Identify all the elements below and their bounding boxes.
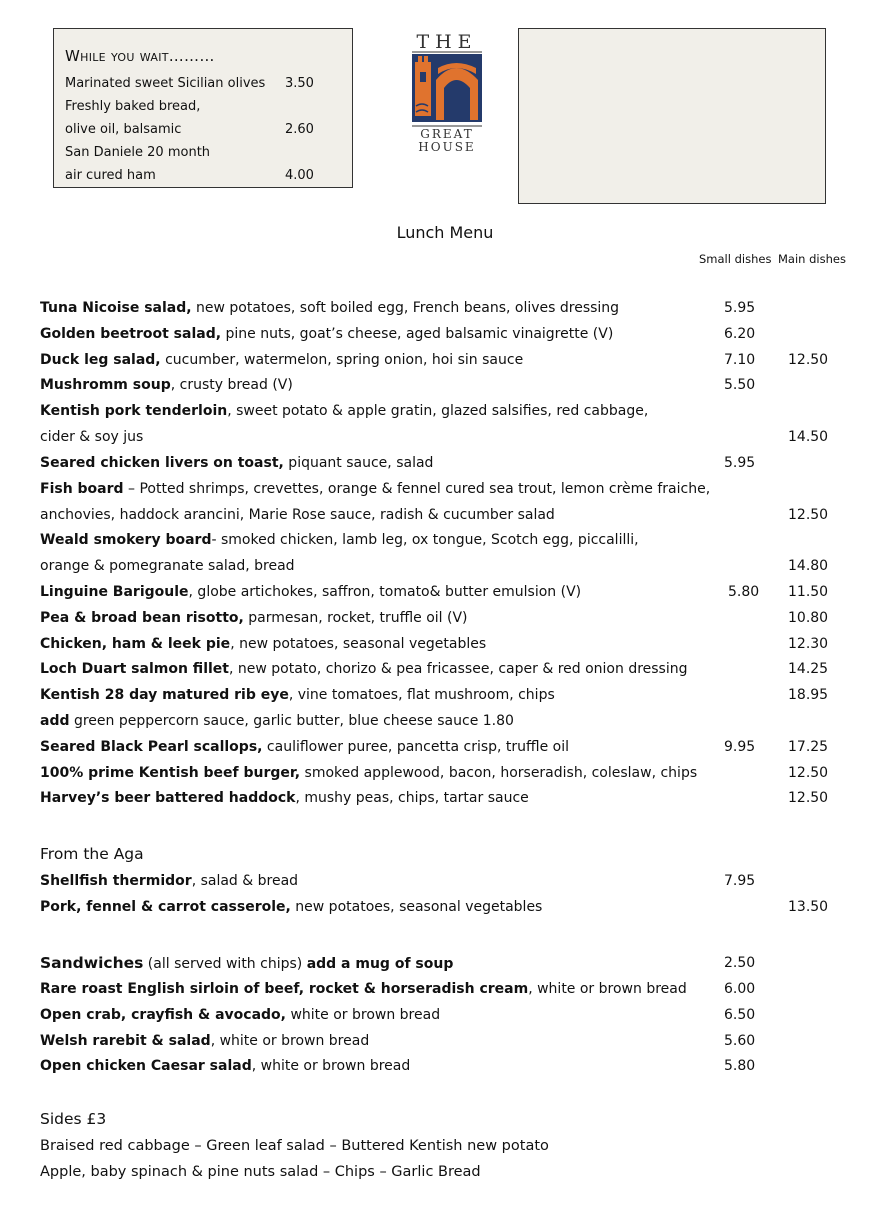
dish-name: Kentish pork tenderloin (40, 403, 228, 419)
dish-name: Fish board (40, 481, 124, 497)
wait-price-olives: 3.50 (285, 76, 314, 91)
wait-item-bread-line2: olive oil, balsamic (65, 122, 182, 137)
sandwich-row (40, 1058, 410, 1074)
menu-title: Lunch Menu (396, 223, 494, 242)
dish-desc: piquant sauce, salad (283, 455, 434, 471)
dish-row (40, 687, 555, 703)
dish-row (40, 455, 433, 471)
dish-row (40, 403, 648, 419)
dish-row-cont: cider & soy jus (40, 429, 144, 445)
dish-name: Seared chicken livers on toast, (40, 455, 284, 471)
dish-row-cont: orange & pomegranate salad, bread (40, 558, 295, 574)
aga-price-small: 7.95 (724, 873, 756, 889)
dish-price-main: 10.80 (788, 610, 829, 626)
dish-price-main: 18.95 (788, 687, 829, 703)
dish-desc: , mushy peas, chips, tartar sauce (295, 790, 529, 806)
dish-desc: , vine tomatoes, flat mushroom, chips (288, 687, 555, 703)
dish-desc: new potatoes, seasonal vegetables (290, 899, 543, 915)
dish-row (40, 739, 569, 755)
dish-desc: – Potted shrimps, crevettes, orange & fennel cured sea trout, lemon crème fraiche, (123, 481, 711, 497)
dish-row (40, 790, 529, 806)
dish-price-small: 5.80 (728, 584, 760, 600)
dish-price-small: 5.50 (724, 377, 756, 393)
dish-desc: pine nuts, goat’s cheese, aged balsamic vinaigrette (V) (221, 326, 614, 342)
dish-price-main: 12.50 (788, 790, 829, 806)
blank-panel (518, 28, 826, 204)
aga-row (40, 899, 542, 915)
sides-line-1: Braised red cabbage – Green leaf salad – Buttered Kentish new potato (40, 1138, 549, 1154)
dish-desc: , new potato, chorizo & pea fricassee, caper & red onion dressing (228, 661, 688, 677)
dish-price-small: 5.95 (724, 300, 756, 316)
dish-row (40, 352, 523, 368)
sandwich-desc: , white or brown bread (210, 1033, 370, 1049)
sandwich-desc: white or brown bread (286, 1007, 441, 1023)
dish-desc: cauliflower puree, pancetta crisp, truffle oil (262, 739, 569, 755)
logo-top-text: THE (416, 31, 478, 53)
wait-price-bread: 2.60 (285, 122, 314, 137)
column-head-main: Main dishes (778, 252, 846, 266)
dish-price-main: 12.30 (788, 636, 829, 652)
dish-desc: new potatoes, soft boiled egg, French beans, olives dressing (191, 300, 620, 316)
sandwich-desc: , white or brown bread (251, 1058, 411, 1074)
dish-desc: , salad & bread (191, 873, 299, 889)
dish-name: Seared Black Pearl scallops, (40, 739, 263, 755)
dish-row (40, 377, 293, 393)
dish-row (40, 610, 468, 626)
dish-row (40, 765, 697, 781)
dish-row (40, 300, 619, 316)
sandwiches-soup-price: 2.50 (724, 955, 756, 971)
dish-name: Weald smokery board (40, 532, 212, 548)
while-you-wait-box (53, 28, 353, 188)
wait-item-bread: Freshly baked bread, (65, 99, 201, 114)
dish-desc: parmesan, rocket, truffle oil (V) (243, 610, 468, 626)
dish-price-small: 9.95 (724, 739, 756, 755)
dish-price-main: 17.25 (788, 739, 829, 755)
wait-item-olives: Marinated sweet Sicilian olives (65, 76, 266, 91)
dish-price-small: 7.10 (724, 352, 756, 368)
sandwich-price: 5.60 (724, 1033, 756, 1049)
dish-name: Tuna Nicoise salad, (40, 300, 192, 316)
dish-name: Shellfish thermidor (40, 873, 192, 889)
sandwich-name: Rare roast English sirloin of beef, rocket & horseradish cream (40, 981, 529, 997)
dish-name: Golden beetroot salad, (40, 326, 222, 342)
sandwich-desc: , white or brown bread (528, 981, 687, 997)
dish-desc: - smoked chicken, lamb leg, ox tongue, Scotch egg, piccalilli, (211, 532, 639, 548)
sandwich-price: 5.80 (724, 1058, 756, 1074)
while-you-wait-title: While you wait……… (65, 47, 215, 65)
dish-row (40, 532, 639, 548)
dish-row (40, 481, 710, 497)
dish-desc: cucumber, watermelon, spring onion, hoi sin sauce (160, 352, 524, 368)
dish-row-cont (40, 713, 514, 729)
dish-price-small: 5.95 (724, 455, 756, 471)
sandwich-row (40, 1033, 369, 1049)
dish-name: 100% prime Kentish beef burger, (40, 765, 301, 781)
wait-item-ham-line2: air cured ham (65, 168, 156, 183)
dish-price-main: 14.50 (788, 429, 829, 445)
dish-name: Kentish 28 day matured rib eye (40, 687, 289, 703)
dish-row-cont: anchovies, haddock arancini, Marie Rose sauce, radish & cucumber salad (40, 507, 555, 523)
dish-desc: , globe artichokes, saffron, tomato& butter emulsion (V) (188, 584, 582, 600)
dish-desc: , crusty bread (V) (170, 377, 293, 393)
aga-price-main: 13.50 (788, 899, 829, 915)
dish-row (40, 584, 581, 600)
dish-name: Linguine Barigoule (40, 584, 189, 600)
sandwiches-title-rest: (all served with chips) (143, 956, 307, 972)
dish-price-main: 14.25 (788, 661, 829, 677)
dish-desc: , sweet potato & apple gratin, glazed salsifies, red cabbage, (227, 403, 649, 419)
wait-price-ham: 4.00 (285, 168, 314, 183)
dish-price-main: 12.50 (788, 765, 829, 781)
dish-row (40, 636, 486, 652)
sandwiches-soup-addon: add a mug of soup (306, 956, 454, 972)
sandwich-price: 6.00 (724, 981, 756, 997)
aga-row (40, 873, 298, 889)
sides-line-2: Apple, baby spinach & pine nuts salad – Chips – Garlic Bread (40, 1164, 481, 1180)
great-house-logo (410, 28, 484, 154)
dish-name: Pork, fennel & carrot casserole, (40, 899, 291, 915)
dish-name: Chicken, ham & leek pie (40, 636, 231, 652)
sandwich-price: 6.50 (724, 1007, 756, 1023)
dish-price-main: 14.80 (788, 558, 829, 574)
wait-item-ham: San Daniele 20 month (65, 145, 211, 160)
sandwiches-title-bold: Sandwiches (40, 954, 144, 972)
dish-name: Harvey’s beer battered haddock (40, 790, 296, 806)
sandwich-row (40, 981, 687, 997)
sides-title: Sides £3 (40, 1110, 107, 1128)
column-head-small: Small dishes (699, 252, 772, 266)
dish-name: Loch Duart salmon fillet (40, 661, 229, 677)
aga-title: From the Aga (40, 845, 144, 863)
sandwich-name: Open crab, crayfish & avocado, (40, 1007, 286, 1023)
dish-price-small: 6.20 (724, 326, 756, 342)
dish-row (40, 661, 688, 677)
sandwich-row (40, 1007, 440, 1023)
logo-bottom-line1: GREAT (420, 127, 474, 141)
dish-desc: smoked applewood, bacon, horseradish, coleslaw, chips (300, 765, 698, 781)
dish-name: Duck leg salad, (40, 352, 161, 368)
logo-bottom-line2: HOUSE (418, 140, 476, 154)
dish-row (40, 326, 613, 342)
sandwiches-title (40, 954, 453, 972)
dish-price-main: 12.50 (788, 507, 829, 523)
sandwich-name: Open chicken Caesar salad (40, 1058, 252, 1074)
dish-price-main: 11.50 (788, 584, 829, 600)
dish-name: Pea & broad bean risotto, (40, 610, 244, 626)
dish-desc: , new potatoes, seasonal vegetables (230, 636, 487, 652)
dish-price-main: 12.50 (788, 352, 829, 368)
sandwich-name: Welsh rarebit & salad (40, 1033, 211, 1049)
add-label: add (40, 713, 70, 729)
dish-desc: green peppercorn sauce, garlic butter, blue cheese sauce 1.80 (69, 713, 514, 729)
dish-name: Mushromm soup (40, 377, 171, 393)
